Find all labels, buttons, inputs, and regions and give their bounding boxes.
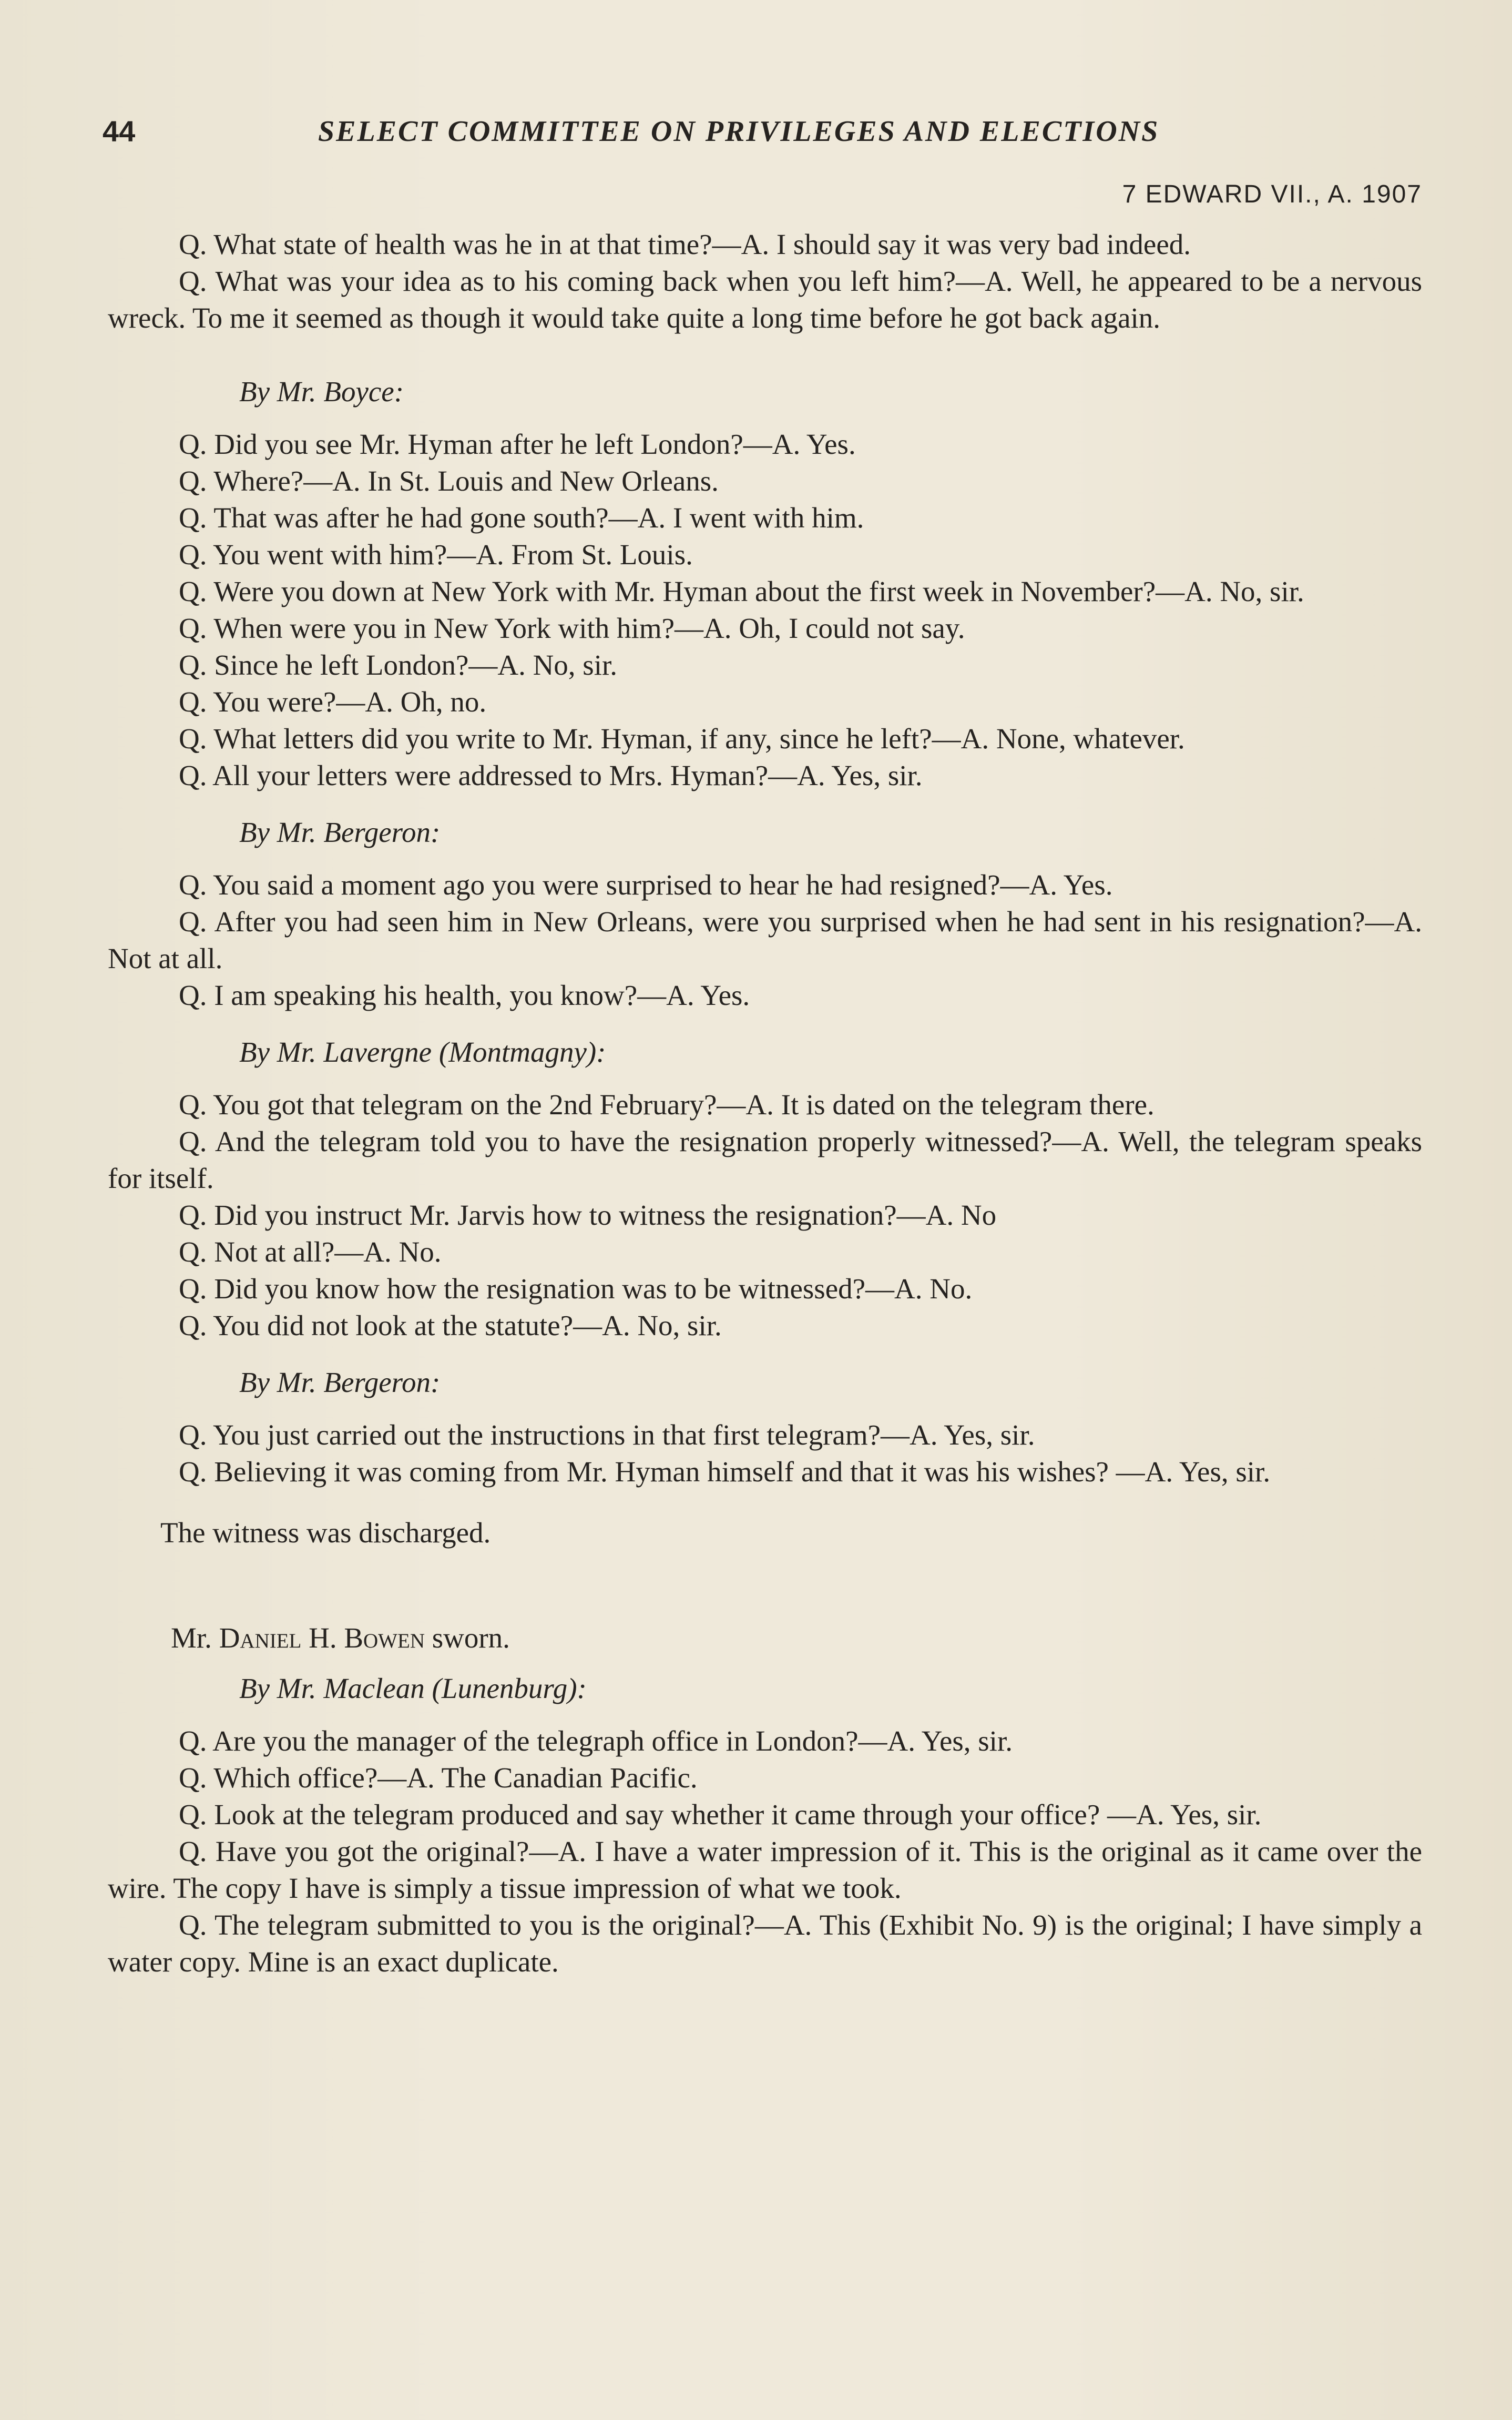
qa-paragraph: Q. Where?—A. In St. Louis and New Orleans. [179, 465, 719, 497]
qa-paragraph: Q. Which office?—A. The Canadian Pacific. [179, 1762, 698, 1794]
examiner-heading: By Mr. Lavergne (Montmagny): [239, 1036, 606, 1068]
page-number: 44 [103, 115, 136, 148]
qa-paragraph: Q. And the telegram told you to have the resignation properly witnessed?—A. Well, the telegram speaks for itself. [108, 1125, 1422, 1194]
qa-paragraph: Q. Did you see Mr. Hyman after he left London?—A. Yes. [179, 428, 856, 460]
qa-paragraph: Q. I am speaking his health, you know?—A. Yes. [179, 979, 750, 1011]
witness-name: Daniel H. Bowen [219, 1622, 425, 1654]
examiner-heading: By Mr. Bergeron: [239, 1366, 441, 1398]
sworn-suffix: sworn. [432, 1622, 510, 1654]
qa-paragraph: Q. Since he left London?—A. No, sir. [179, 649, 618, 681]
qa-paragraph: Q. Believing it was coming from Mr. Hyman himself and that it was his wishes? —A. Yes, sir. [179, 1456, 1271, 1488]
testimony-body [108, 226, 1422, 1980]
qa-paragraph: Q. Did you know how the resignation was to be witnessed?—A. No. [179, 1273, 973, 1305]
sworn-prefix: Mr. [171, 1622, 212, 1654]
examiner-heading: By Mr. Boyce: [239, 375, 404, 408]
qa-paragraph: Q. You said a moment ago you were surprised to hear he had resigned?—A. Yes. [179, 869, 1113, 901]
qa-paragraph: Q. All your letters were addressed to Mrs. Hyman?—A. Yes, sir. [179, 759, 923, 791]
testimony-section [108, 1364, 1422, 1490]
session-line: 7 EDWARD VII., A. 1907 [1122, 180, 1422, 208]
examiner-heading: By Mr. Maclean (Lunenburg): [239, 1672, 587, 1704]
witness-sworn-line [108, 1620, 1422, 1656]
qa-paragraph: Q. What state of health was he in at that time?—A. I should say it was very bad indeed. [179, 228, 1191, 260]
qa-paragraph: Q. You were?—A. Oh, no. [179, 686, 487, 718]
examiner-heading: By Mr. Bergeron: [239, 816, 441, 848]
qa-paragraph: Q. Are you the manager of the telegraph office in London?—A. Yes, sir. [179, 1725, 1013, 1757]
qa-paragraph: Q. When were you in New York with him?—A. Oh, I could not say. [179, 612, 965, 644]
testimony-section [108, 1034, 1422, 1344]
testimony-section [108, 373, 1422, 794]
testimony-section [108, 226, 1422, 337]
qa-paragraph: Q. The telegram submitted to you is the original?—A. This (Exhibit No. 9) is the original; I have simply a water copy. Mine is an exact duplicate. [108, 1909, 1422, 1978]
running-head [103, 108, 1422, 155]
qa-paragraph: Q. You went with him?—A. From St. Louis. [179, 538, 693, 571]
qa-paragraph: Q. You just carried out the instructions in that first telegram?—A. Yes, sir. [179, 1419, 1035, 1451]
qa-paragraph: Q. Were you down at New York with Mr. Hyman about the first week in November?—A. No, sir. [179, 575, 1304, 607]
discharge-note: The witness was discharged. [160, 1517, 491, 1549]
qa-paragraph: Q. What letters did you write to Mr. Hyman, if any, since he left?—A. None, whatever. [179, 723, 1185, 755]
running-title: SELECT COMMITTEE ON PRIVILEGES AND ELECTIONS [318, 115, 1160, 148]
qa-paragraph: Q. Did you instruct Mr. Jarvis how to witness the resignation?—A. No [179, 1199, 997, 1231]
qa-paragraph: Q. You did not look at the statute?—A. No, sir. [179, 1309, 722, 1341]
qa-paragraph: Q. You got that telegram on the 2nd February?—A. It is dated on the telegram there. [179, 1089, 1155, 1121]
qa-paragraph: Q. That was after he had gone south?—A. I went with him. [179, 502, 864, 534]
qa-paragraph: Q. Not at all?—A. No. [179, 1236, 442, 1268]
qa-paragraph: Q. What was your idea as to his coming back when you left him?—A. Well, he appeared to be a nervous wreck. To me it seemed as though it would take quite a long time before he got back again. [108, 265, 1422, 334]
testimony-section [108, 814, 1422, 1014]
qa-paragraph: Q. Have you got the original?—A. I have a water impression of it. This is the original as it came over the wire. The copy I have is simply a tissue impression of what we took. [108, 1835, 1422, 1904]
qa-paragraph: Q. Look at the telegram produced and say whether it came through your office? —A. Yes, sir. [179, 1798, 1262, 1831]
qa-paragraph: Q. After you had seen him in New Orleans, were you surprised when he had sent in his resignation?—A. Not at all. [108, 906, 1422, 974]
testimony-section [108, 1670, 1422, 1980]
